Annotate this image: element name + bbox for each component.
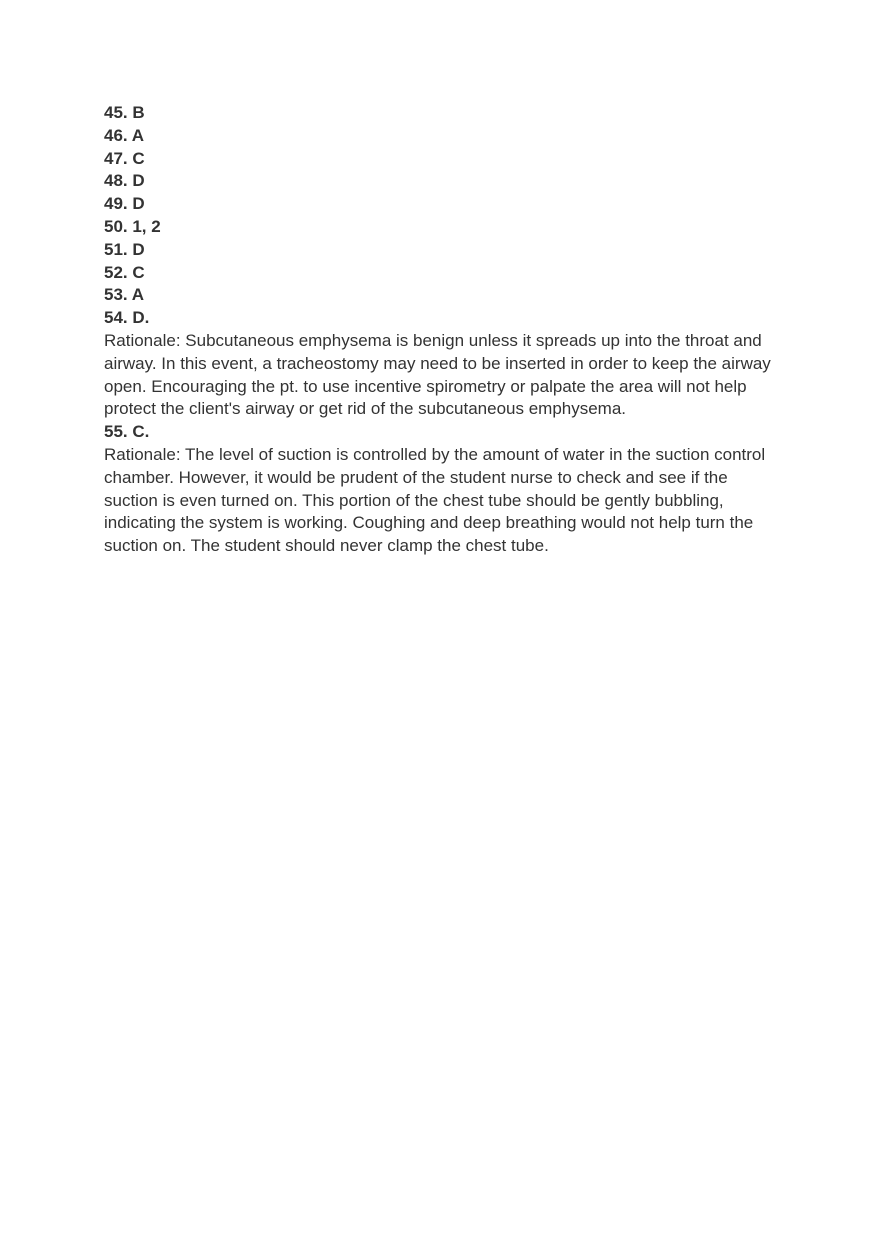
rationale-55: Rationale: The level of suction is controlled by the amount of water in the suction control chamber. However, it would be prudent of the student nurse to check and see if the suction is even turned on. This portion of the chest tube should be gently bubbling, indicating the system is working. Coughing and deep breathing would not help turn the suction on. The student should never clamp the chest tube. bbox=[104, 444, 766, 556]
answer-49: 49. D bbox=[104, 194, 145, 214]
answer-48: 48. D bbox=[104, 171, 145, 191]
answer-55: 55. C. bbox=[104, 422, 150, 442]
answer-54: 54. D. bbox=[104, 308, 150, 328]
rationale-54: Rationale: Subcutaneous emphysema is benign unless it spreads up into the throat and airway. In this event, a tracheostomy may need to be inserted in order to keep the airway open. Encouraging the pt. to use incentive spirometry or palpate the area will not help protect the client's airway or get rid of the subcutaneous emphysema. bbox=[104, 330, 771, 419]
answer-50: 50. 1, 2 bbox=[104, 216, 161, 236]
answer-key-page bbox=[104, 102, 784, 558]
answer-52: 52. C bbox=[104, 262, 145, 282]
answer-45: 45. B bbox=[104, 103, 145, 122]
answer-47: 47. C bbox=[104, 148, 145, 168]
answer-53: 53. A bbox=[104, 285, 145, 305]
answer-51: 51. D bbox=[104, 239, 145, 259]
answer-46: 46. A bbox=[104, 125, 145, 145]
